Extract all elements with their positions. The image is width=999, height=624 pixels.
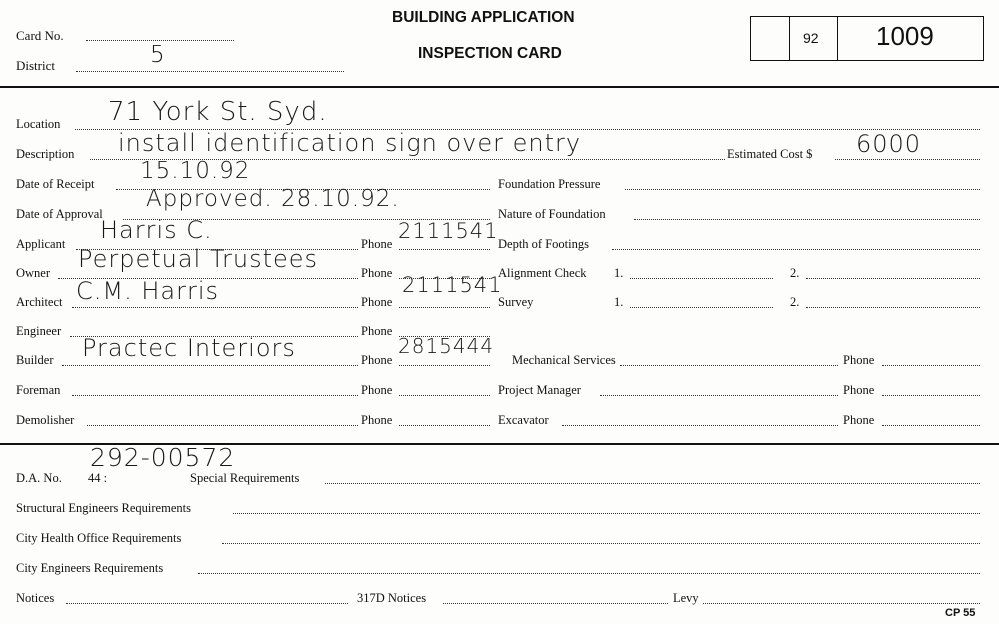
excavator-label: Excavator	[498, 413, 549, 427]
district-label: District	[16, 58, 55, 73]
owner-value: Perpetual Trustees	[78, 245, 319, 273]
estimated-cost-value: 6000	[856, 130, 922, 158]
project-manager-phone-field[interactable]	[882, 395, 980, 396]
foundation-pressure-field[interactable]	[625, 189, 980, 190]
date-of-approval-value: Approved. 28.10.92.	[146, 186, 400, 212]
foundation-pressure-label: Foundation Pressure	[498, 177, 601, 191]
builder-value: Practec Interiors	[82, 334, 296, 362]
owner-label: Owner	[16, 266, 51, 280]
notices-field[interactable]	[66, 603, 348, 604]
district-field[interactable]	[76, 71, 344, 72]
architect-label: Architect	[16, 295, 63, 309]
card-number-prefix-cell	[789, 17, 838, 60]
excavator-phone-label: Phone	[843, 413, 875, 427]
survey-1-label: 1.	[614, 295, 624, 309]
mechanical-services-field[interactable]	[620, 365, 838, 366]
health-requirements-field[interactable]	[222, 543, 980, 544]
alignment-check-2-field[interactable]	[806, 278, 980, 279]
levy-field[interactable]	[703, 603, 980, 604]
survey-2-label: 2.	[790, 295, 800, 309]
demolisher-field[interactable]	[87, 425, 358, 426]
mechanical-services-phone-field[interactable]	[882, 365, 980, 366]
engineer-phone-label: Phone	[361, 324, 393, 338]
applicant-label: Applicant	[16, 237, 66, 251]
engineer-label: Engineer	[16, 324, 62, 338]
foreman-phone-field[interactable]	[399, 395, 490, 396]
alignment-check-label: Alignment Check	[498, 266, 587, 280]
alignment-check-2-label: 2.	[790, 266, 800, 280]
card-no-field[interactable]	[86, 40, 234, 41]
alignment-check-1-field[interactable]	[630, 278, 773, 279]
builder-phone-value: 2815444	[398, 334, 495, 358]
form-code: CP 55	[945, 607, 976, 619]
mechanical-services-phone-label: Phone	[843, 353, 875, 367]
builder-field[interactable]	[62, 365, 358, 366]
description-value: install identification sign over entry	[118, 129, 582, 157]
estimated-cost-field[interactable]	[835, 159, 980, 160]
district-value: 5	[150, 42, 166, 68]
excavator-phone-field[interactable]	[882, 425, 980, 426]
foreman-phone-label: Phone	[361, 383, 393, 397]
location-value: 71 York St. Syd.	[108, 97, 328, 127]
survey-label: Survey	[498, 295, 534, 309]
architect-field[interactable]	[72, 307, 358, 308]
foreman-field[interactable]	[72, 395, 358, 396]
317d-notices-field[interactable]	[443, 603, 668, 604]
date-of-approval-label: Date of Approval	[16, 207, 103, 221]
demolisher-label: Demolisher	[16, 413, 75, 427]
nature-of-foundation-label: Nature of Foundation	[498, 207, 606, 221]
survey-1-field[interactable]	[630, 307, 773, 308]
city-engineers-requirements-label: City Engineers Requirements	[16, 561, 164, 575]
card-number-box	[750, 16, 984, 61]
demolisher-phone-label: Phone	[361, 413, 393, 427]
form-title-line2: INSPECTION CARD	[418, 45, 562, 62]
builder-label: Builder	[16, 353, 54, 367]
levy-label: Levy	[673, 591, 699, 605]
da-number-value: 292-00572	[90, 443, 236, 472]
project-manager-field[interactable]	[600, 395, 838, 396]
architect-phone-value: 2111541	[402, 273, 503, 297]
317d-notices-label: 317D Notices	[357, 591, 427, 605]
date-of-receipt-label: Date of Receipt	[16, 177, 95, 191]
structural-requirements-label: Structural Engineers Requirements	[16, 501, 191, 515]
owner-phone-label: Phone	[361, 266, 393, 280]
estimated-cost-label: Estimated Cost $	[727, 147, 813, 161]
location-label: Location	[16, 117, 61, 131]
alignment-check-1-label: 1.	[614, 266, 624, 280]
demolisher-phone-field[interactable]	[399, 425, 490, 426]
project-manager-phone-label: Phone	[843, 383, 875, 397]
da-no-label: D.A. No.	[16, 471, 62, 485]
architect-phone-field[interactable]	[399, 307, 490, 308]
architect-phone-label: Phone	[361, 295, 393, 309]
description-label: Description	[16, 147, 75, 161]
depth-of-footings-field[interactable]	[612, 249, 980, 250]
project-manager-label: Project Manager	[498, 383, 581, 397]
excavator-field[interactable]	[562, 425, 838, 426]
applicant-phone-field[interactable]	[399, 249, 490, 250]
card-number: 1009	[876, 21, 934, 51]
architect-value: C.M. Harris	[76, 277, 220, 305]
depth-of-footings-label: Depth of Footings	[498, 237, 589, 251]
survey-2-field[interactable]	[806, 307, 980, 308]
mechanical-services-label: Mechanical Services	[512, 353, 616, 367]
builder-phone-label: Phone	[361, 353, 393, 367]
foreman-label: Foreman	[16, 383, 61, 397]
card-no-label: Card No.	[16, 28, 64, 43]
card-number-prefix: 92	[803, 30, 819, 46]
structural-requirements-field[interactable]	[233, 513, 980, 514]
nature-of-foundation-field[interactable]	[634, 219, 980, 220]
form-title-line1: BUILDING APPLICATION	[392, 9, 575, 26]
date-of-receipt-value: 15.10.92	[140, 158, 251, 184]
applicant-value: Harris C.	[100, 216, 213, 244]
special-requirements-field[interactable]	[325, 483, 980, 484]
notices-label: Notices	[16, 591, 55, 605]
applicant-phone-label: Phone	[361, 237, 393, 251]
city-engineers-requirements-field[interactable]	[198, 573, 980, 574]
special-requirements-label: Special Requirements	[190, 471, 300, 485]
applicant-phone-value: 2111541	[398, 219, 499, 243]
header-divider	[0, 86, 999, 88]
da-prefix: 44 :	[88, 471, 108, 485]
builder-phone-field[interactable]	[399, 365, 490, 366]
health-requirements-label: City Health Office Requirements	[16, 531, 182, 545]
